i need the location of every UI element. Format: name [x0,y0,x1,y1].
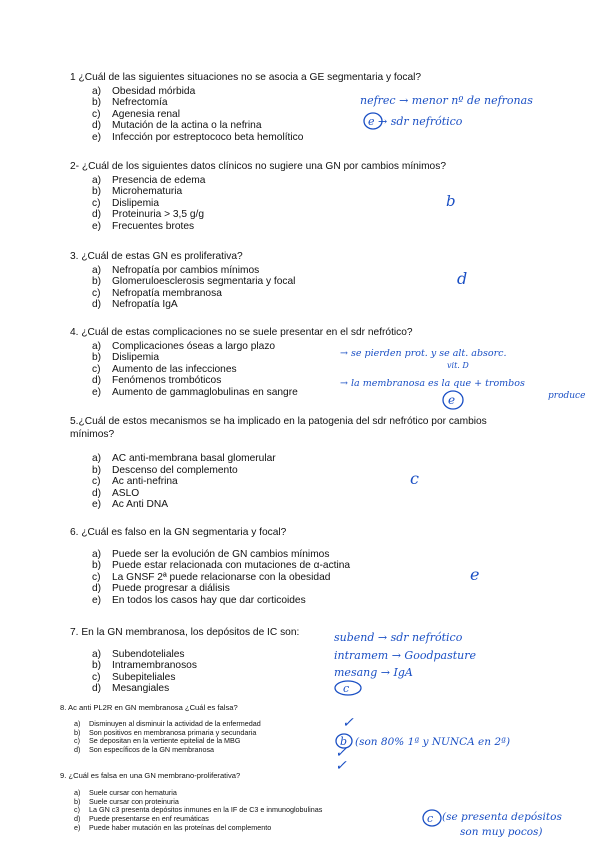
option-e: e) Aumento de gammaglobulinas en sangre [92,386,298,398]
option-e: e) Ac Anti DNA [92,499,169,511]
question-7 [70,627,550,695]
note-q4-line1: → se pierden prot. y se alt. absorc. [340,348,507,359]
option-b: b) Puede estar relacionada con mutaciones de α-actina [92,560,351,572]
option-e: e) Puede haber mutación en las proteínas del complemento [74,822,272,832]
option-c: c) Aumento de las infecciones [92,363,237,375]
option-d: d) Puede presentarse en enf reumáticas [74,814,209,824]
option-a: a) AC anti-membrana basal glomerular [92,453,276,464]
question-9 [60,771,540,833]
option-a: a) Nefropatía por cambios mínimos [92,264,260,276]
note-q1-line1: nefrec → menor nº de nefronas [360,94,533,107]
note-q7-line1: subend → sdr nefrótico [334,631,463,644]
note-q4-line2: → la membranosa es la que + trombos [340,378,525,389]
option-c: c) La GN c3 presenta depósitos inmunes en la IF de C3 e inmunoglobulinas [74,805,323,815]
option-c: c) Dislipemia [92,197,159,209]
option-e: e) En todos los casos hay que dar corticoides [92,594,306,606]
option-b: b) Son positivos en membranosa primaria y secundaria [74,727,257,737]
question-title: 2- ¿Cuál de los siguientes datos clínicos no sugiere una GN por cambios mínimos? [70,161,446,172]
option-a: a) Puede ser la evolución de GN cambios mínimos [92,548,330,560]
option-d: d) Mutación de la actina o la nefrina [92,120,262,132]
option-d: d) Fenómenos trombóticos [92,375,222,387]
note-q8-circle: b [340,735,348,748]
option-list [70,549,550,607]
note-q5-answer: c [410,469,419,488]
note-q8-line-b: (son 80% 1ª y NUNCA en 2ª) [355,736,511,748]
question-3 [70,251,550,311]
question-6 [70,527,550,606]
question-title: 7. En la GN membranosa, los depósitos de IC son: [70,627,300,638]
option-list [70,341,550,399]
question-title: 6. ¿Cuál es falso en la GN segmentaria y focal? [70,527,287,538]
note-q2-answer: b [446,192,456,210]
option-c: c) Ac anti-nefrina [92,476,178,488]
option-a: a) Subendoteliales [92,648,185,660]
option-b: b) Microhematuria [92,186,183,198]
option-c: c) La GNSF 2ª puede relacionarse con la obesidad [92,571,331,583]
note-q4-circle: e [448,393,456,407]
question-4 [70,327,550,398]
option-e: e) Infección por estreptococo beta hemolítico [92,131,304,143]
note-q4-line2b: produce [548,391,586,401]
option-d: d) Puede progresar a diálisis [92,583,230,595]
option-e: e) Frecuentes brotes [92,220,195,232]
question-title: 3. ¿Cuál de estas GN es proliferativa? [70,251,243,262]
option-d: d) Nefropatía IgA [92,299,178,311]
option-a: a) Presencia de edema [92,174,206,186]
option-list [70,453,550,511]
option-list [70,175,550,233]
question-title: 1 ¿Cuál de las siguientes situaciones no se asocia a GE segmentaria y focal? [70,72,422,83]
option-a: a) Suele cursar con hematuria [74,788,177,797]
option-list [70,265,550,311]
note-q7-line2: intramem → Goodpasture [334,649,477,662]
check-mark: ✓ [342,715,354,731]
question-2 [70,161,550,232]
option-list [60,789,540,833]
option-c: c) Subepiteliales [92,671,176,683]
note-q1-circle-text: e → sdr nefrótico [368,115,463,128]
note-q9-line1: (se presenta depósitos [442,811,562,823]
option-a: a) Obesidad mórbida [92,85,196,97]
option-c: c) Nefropatía membranosa [92,287,222,299]
option-b: b) Intramembranosos [92,660,197,672]
question-title: 4. ¿Cuál de estas complicaciones no se suele presentar en el sdr nefrótico? [70,327,413,338]
note-q9-line2: son muy pocos) [460,826,543,838]
option-d: d) Proteinuria > 3,5 g/g [92,209,205,221]
note-q4-line1b: vit. D [447,361,469,370]
question-title: 9. ¿Cuál es falsa en una GN membrano-proliferativa? [60,771,241,780]
option-list [60,720,540,755]
option-b: b) Descenso del complemento [92,464,238,476]
option-list [70,86,550,144]
option-b: b) Nefrectomía [92,97,168,109]
note-q3-answer: d [457,269,468,288]
option-b: b) Suele cursar con proteinuria [74,796,179,806]
option-a: a) Complicaciones óseas a largo plazo [92,340,276,352]
option-b: b) Dislipemia [92,352,159,364]
note-q6-answer: e [470,565,480,584]
option-list [70,649,550,695]
option-c: c) Se depositan en la vertiente epitelial de la MBG [74,736,241,746]
option-b: b) Glomeruloesclerosis segmentaria y focal [92,276,296,288]
check-mark: ✓ [335,758,347,774]
option-d: d) Mesangiales [92,683,170,695]
question-title: 8. Ac anti PL2R en GN membranosa ¿Cuál es falsa? [60,703,238,712]
question-1 [70,72,550,143]
note-q7-circle: c [343,682,350,695]
note-q7-line3: mesang → IgA [334,666,413,679]
option-a: a) Disminuyen al disminuir la actividad de la enfermedad [74,719,261,728]
question-5 [70,416,550,511]
note-q9-circle: c [427,812,434,825]
option-d: d) Son específicos de la GN membranosa [74,745,215,755]
question-title: 5.¿Cuál de estos mecanismos se ha implicado en la patogenia del sdr nefrótico por cambios mínimos? [70,416,487,440]
option-c: c) Agenesia renal [92,108,180,120]
option-d: d) ASLO [92,487,140,499]
question-8 [60,703,540,755]
check-mark: ✓ [335,745,347,761]
